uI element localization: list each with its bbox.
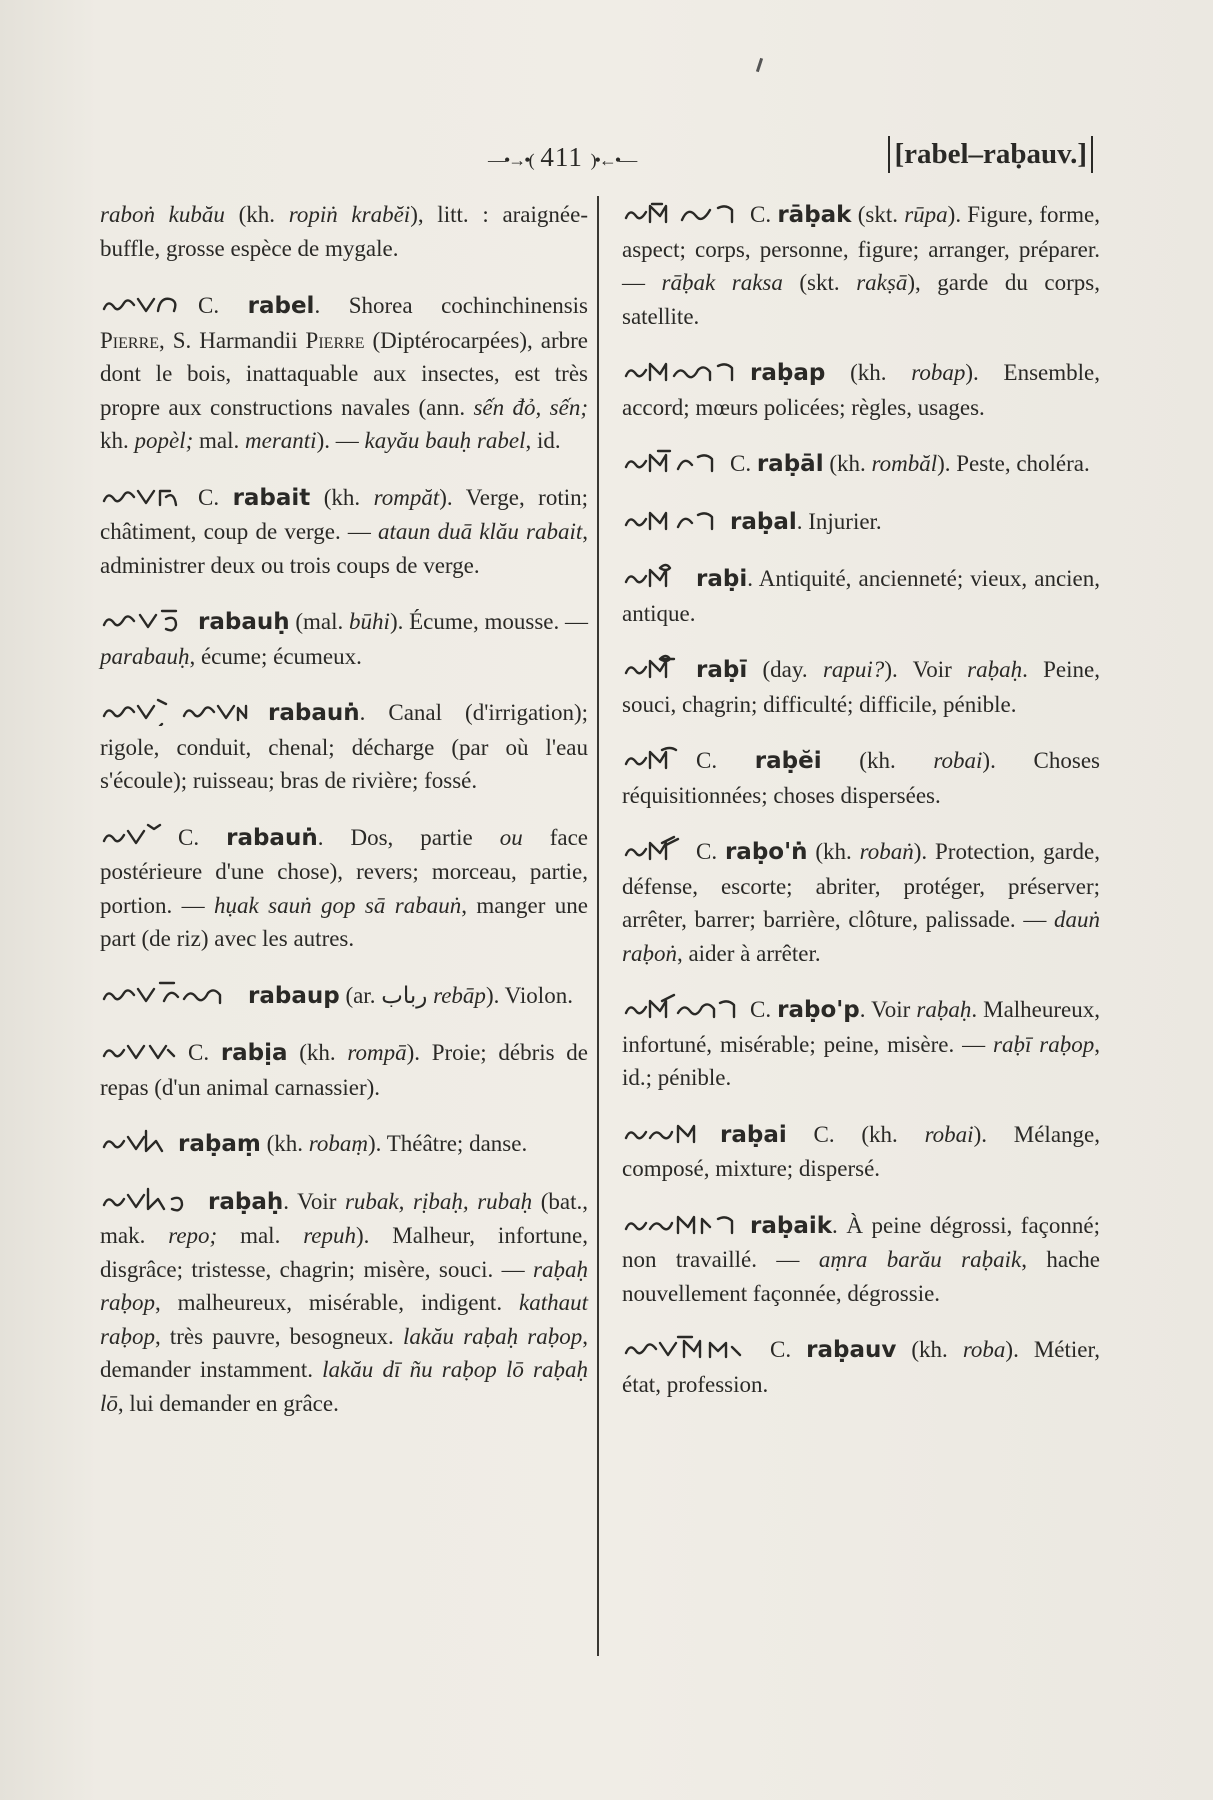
cham-script-glyph [100, 979, 240, 1009]
headword: raḅo'ṅ [724, 839, 808, 865]
dictionary-entry [100, 289, 588, 458]
cham-script-glyph [622, 744, 688, 774]
cham-script-glyph [622, 198, 742, 228]
entry-term: lakău dī ñu raḅop lō raḅaḥ lō [100, 1357, 589, 1416]
entry-term: rebāp [433, 982, 486, 1008]
headword: raḅauv [806, 1337, 897, 1363]
entry-text: (kh. [287, 1040, 348, 1065]
entry-marker: C. [813, 1121, 835, 1147]
entry-term: ropiṅ krabĕi [288, 202, 411, 227]
dictionary-entry [622, 356, 1100, 424]
entry-text: , demander instamment. [100, 1323, 588, 1382]
headword: raḅo'p [777, 997, 860, 1023]
entry-term: būhi [349, 609, 390, 634]
entry-text: (skt. [851, 202, 905, 227]
cham-script-glyph [622, 993, 742, 1023]
entry-text: (skt. [782, 270, 857, 295]
headword: raḅal [730, 508, 797, 535]
headword: raḅaḥ [208, 1188, 284, 1215]
cham-script-glyph [100, 821, 170, 851]
headword: raḅai [720, 1121, 787, 1148]
entry-text: . À peine dégrossi, façonné; non travaillé. — [622, 1212, 1100, 1272]
entry-text: (mal. [289, 609, 350, 634]
dictionary-entry [100, 1127, 588, 1162]
cham-script-glyph [100, 605, 190, 635]
headword: rabịa [220, 1040, 288, 1066]
entry-text: (Diptérocarpées), arbre dont le bois, inattaquable aux insectes, est très propre aux constructions navales (ann. [100, 327, 588, 420]
ornament-right: )•←•— [590, 150, 636, 170]
entry-term: roba [962, 1337, 1006, 1362]
cham-script-glyph [622, 505, 722, 535]
entry-term: ataun duā klău rabait [378, 519, 583, 544]
entry-author: Pierre [305, 327, 365, 353]
cham-script-glyph [622, 653, 688, 683]
entry-term: robaṅ [859, 839, 914, 864]
cham-script-glyph [100, 481, 190, 511]
entry-term: raḅaḥ [967, 657, 1023, 682]
cham-script-glyph [622, 1209, 742, 1239]
running-head: [rabel–raḅauv.] [888, 136, 1093, 173]
dictionary-entry [100, 605, 588, 673]
cham-script-glyph [100, 1036, 180, 1066]
entry-text: , manger une part (de riz) avec les autres. [100, 892, 588, 951]
headword: raḅap [750, 360, 826, 386]
entry-text: , écume; écumeux. [189, 643, 362, 669]
entry-term: robai [924, 1121, 974, 1147]
entry-term: kayău bauḥ rabel [364, 428, 526, 453]
entry-marker: C. [730, 451, 752, 476]
entry-text: mal. [193, 428, 246, 453]
entry-term: raḅaḥ [916, 997, 972, 1022]
entry-text: ). Verge, rotin; châtiment, coup de verge. — [100, 484, 588, 544]
dictionary-entry [622, 1118, 1100, 1186]
dictionary-entry [622, 505, 1100, 540]
entry-text: ). Malheur, infortune, disgrâce; tristesse, chagrin; misère, souci. — [100, 1223, 588, 1282]
entry-text: ), garde du corps, satellite. [622, 270, 1101, 329]
entry-text: (kh. [807, 839, 860, 864]
entry-author: Pierre [100, 327, 160, 353]
entry-text: , malheureux, misérable, indigent. [154, 1290, 519, 1315]
entry-text: (kh. [821, 748, 934, 773]
entry-term: raḅī raḅop [993, 1031, 1095, 1057]
page-number-value: 411 [540, 142, 583, 172]
entry-text: ). Théâtre; danse. [367, 1131, 528, 1156]
entry-term: lakău raḅaḥ raḅop [402, 1323, 583, 1349]
entry-text: , hache nouvellement façonnée, dégrossie. [622, 1247, 1100, 1306]
dictionary-entry [622, 562, 1100, 630]
cham-script-glyph [622, 447, 722, 477]
entry-text: ). Violon. [485, 982, 573, 1008]
headword: rabauṅ [268, 700, 360, 726]
entry-text: face postérieure d'une chose), revers; morceau, partie, portion. — [100, 824, 588, 918]
left-column [100, 198, 588, 1443]
entry-text: . Peine, souci, chagrin; difficulté; difficile, pénible. [622, 657, 1100, 717]
entry-text: , aider à arrêter. [676, 940, 821, 966]
entry-text: (kh. [260, 1131, 309, 1156]
entry-text: ). Voir [884, 657, 968, 682]
ink-mark [756, 58, 763, 72]
cham-script-glyph [622, 562, 688, 592]
entry-term: rompăt [373, 484, 440, 510]
entry-marker: C. [750, 997, 772, 1022]
entry-text: (kh. [310, 484, 374, 510]
cham-script-glyph [100, 696, 260, 726]
cham-script-glyph [622, 356, 742, 386]
dictionary-entry [622, 447, 1100, 482]
headword: rāḅak [777, 202, 852, 228]
dictionary-entry [622, 744, 1100, 812]
entry-term: robaṃ [308, 1131, 368, 1156]
entry-term: rūpa [904, 202, 948, 227]
dictionary-entry [100, 696, 588, 798]
headword: rabaup [248, 982, 340, 1009]
dictionary-entry [100, 1036, 588, 1104]
entry-text: ). Métier, état, profession. [622, 1337, 1100, 1397]
dictionary-entry [100, 1185, 588, 1421]
headword: raḅi [696, 566, 748, 592]
right-column [622, 198, 1100, 1424]
entry-text: ). Proie; débris de repas (d'un animal carnassier). [100, 1040, 589, 1100]
cham-script-glyph [100, 1185, 200, 1215]
headword: rabait [232, 484, 311, 511]
cham-script-glyph [622, 1118, 712, 1148]
entry-marker: C. [696, 748, 718, 773]
entry-text: (kh. [823, 451, 872, 476]
entry-term: aṃra barău raḅaik [818, 1247, 1022, 1272]
entry-term: rāḅak raksa [661, 270, 783, 295]
headword: raḅāl [756, 451, 824, 477]
entry-term: robai [933, 748, 983, 773]
dictionary-entry [100, 979, 588, 1014]
entry-text: ). Ensemble, accord; mœurs policées; règles, usages. [622, 360, 1100, 420]
entry-text: . Antiquité, ancienneté; vieux, ancien, antique. [622, 566, 1100, 626]
entry-term: rombăl [871, 451, 938, 476]
entry-term: popèl; [134, 428, 194, 453]
entry-text: , id. [525, 428, 561, 453]
dictionary-entry [622, 835, 1100, 970]
entry-text: . Voir [859, 997, 917, 1022]
entry-marker: C. [770, 1337, 792, 1362]
entry-text: ). Mélange, composé, mixture; dispersé. [622, 1121, 1100, 1181]
entry-text: , id.; pénible. [622, 1031, 1101, 1090]
entry-text: , très pauvre, besogneux. [154, 1323, 403, 1349]
headword: rabel [247, 293, 315, 319]
entry-text: ). Choses réquisitionnées; choses dispersées. [622, 748, 1100, 808]
cham-script-glyph [622, 835, 688, 865]
entry-marker: C. [178, 824, 200, 850]
entry-text: (bat., mak. [100, 1188, 589, 1248]
entry-term: rapui? [822, 657, 885, 682]
entry-term: meranti [245, 428, 317, 453]
headword: raḅī [696, 657, 748, 683]
cham-script-glyph [622, 1333, 762, 1363]
headword: raḅĕi [754, 748, 822, 774]
entry-text: ). Peste, choléra. [937, 451, 1090, 476]
dictionary-entry [622, 1333, 1100, 1401]
entry-text: (kh. [825, 360, 912, 385]
entry-text: ), litt. : araignée-buffle, grosse espèce de mygale. [100, 202, 588, 261]
dictionary-entry [622, 1209, 1100, 1311]
entry-text: . Voir [283, 1188, 345, 1214]
entry-term: kathaut raḅop [100, 1290, 588, 1349]
entry-term: ou [499, 824, 523, 850]
dictionary-entry [622, 993, 1100, 1095]
ornament-left: —•→•( [488, 150, 533, 170]
column-divider [597, 196, 599, 1656]
entry-term: rakṣā [856, 270, 908, 295]
dictionary-entry [100, 821, 588, 956]
dictionary-entry [622, 653, 1100, 721]
entry-text: ). — [316, 428, 365, 453]
entry-marker: C. [188, 1040, 210, 1065]
entry-marker: C. [198, 484, 220, 510]
entry-text: , lui demander en grâce. [117, 1390, 339, 1416]
entry-text: (day. [747, 657, 823, 682]
headword: rabauṅ [226, 824, 318, 851]
entry-marker: C. [696, 839, 718, 864]
entry-text: (kh. [834, 1121, 925, 1147]
entry-text: ). Figure, forme, aspect; corps, personne, figure; arranger, préparer. — [622, 202, 1100, 295]
page-number [488, 142, 635, 173]
entry-text: , administrer deux ou trois coups de verge. [100, 519, 588, 578]
entry-text: . Shorea cochinchinensis [314, 293, 589, 318]
cham-script-glyph [100, 1127, 170, 1157]
entry-term: dauṅ raḅoṅ [622, 907, 1100, 966]
entry-term: raboṅ kubău [100, 202, 225, 227]
entry-text: ). Écume, mousse. — [389, 609, 588, 634]
entry-text: ). Protection, garde, défense, escorte; abriter, protéger, préserver; arrêter, barrer; barrière, clôture, palissade. — [622, 839, 1100, 932]
entry-text: . Injurier. [796, 508, 882, 534]
dictionary-entry [100, 481, 588, 583]
entry-text: , S. Harmandii [159, 327, 306, 353]
entry-term: repuh [303, 1223, 357, 1248]
entry-text: (kh. [224, 202, 289, 227]
entry-term: rubak, rịbaḥ, rubaḥ [344, 1188, 533, 1214]
entry-text: (ar. رباب [339, 982, 434, 1008]
entry-term: parabauḥ [100, 643, 190, 669]
entry-term: repo; [168, 1223, 218, 1248]
headword: raḅaik [750, 1212, 833, 1239]
headword: raḅaṃ [178, 1131, 261, 1157]
dictionary-entry [622, 198, 1100, 333]
entry-text: . Canal (d'irrigation); rigole, conduit, chenal; décharge (par où l'eau s'écoule); ruisseau; bras de rivière; fossé. [100, 700, 588, 793]
entry-text: . Malheureux, infortuné, misérable; peine, misère. — [622, 997, 1101, 1057]
cham-script-glyph [100, 289, 190, 319]
entry-text: kh. [100, 428, 135, 453]
entry-term: raḅaḥ raḅop [100, 1256, 588, 1315]
entry-term: hụak sauṅ gop sā rabauṅ [214, 892, 462, 918]
entry-term: rompā [347, 1040, 407, 1065]
headword: rabauḥ [198, 609, 290, 635]
page-header [0, 136, 1213, 186]
entry-text: . Dos, partie [317, 824, 500, 850]
entry-term: robap [911, 360, 966, 385]
dictionary-entry [100, 198, 588, 265]
entry-term: sến đỏ, sến; [473, 394, 588, 420]
entry-text: (kh. [896, 1337, 963, 1362]
entry-marker: C. [750, 202, 772, 227]
entry-marker: C. [198, 293, 220, 318]
entry-text: mal. [217, 1223, 304, 1248]
